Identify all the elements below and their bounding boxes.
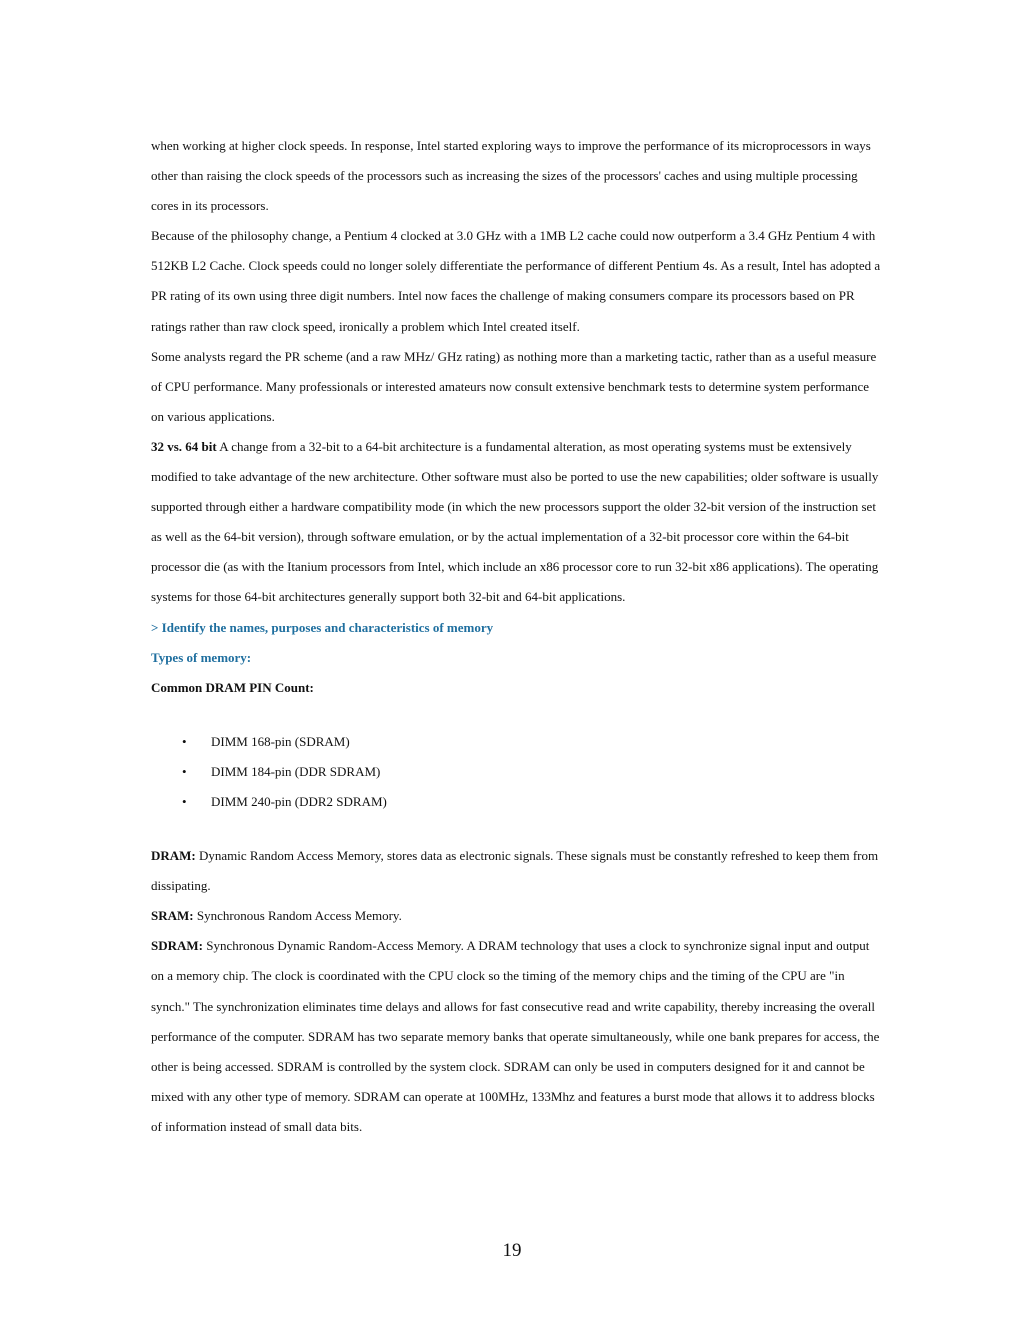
term-sdram: SDRAM: [151, 938, 203, 954]
bullet-icon: • [182, 763, 187, 779]
term-dram: DRAM: [151, 848, 196, 864]
heading-identify-memory: > Identify the names, purposes and characteristics of memory [151, 619, 494, 635]
text-sdram: Synchronous Dynamic Random-Access Memory. A DRAM technology that uses a clock to synchronize signal input and output on a memory chip. The clock is coordinated with the CPU clock so the timing of the memory chips and the timing of the CPU are "in synch." The synchronization eliminates time delays and allows for fast consecutive read and write capability, thereby increasing the overall performance of the computer. SDRAM has two separate memory banks that operate simultaneously, while one bank prepares for access, the other is being accessed. SDRAM is controlled by the system clock. SDRAM can only be used in computers designed for it and cannot be mixed with any other type of memory. SDRAM can operate at 100MHz, 133Mhz and features a burst mode that allows it to address blocks of information instead of small data bits. [151, 938, 880, 1134]
paragraph-32-vs-64-bit [151, 432, 881, 613]
paragraph-clock-speed: when working at higher clock speeds. In response, Intel started exploring ways to improve the performance of its microprocessors in ways other than raising the clock speeds of the processors such as increasing the sizes of the processors' caches and using multiple processing cores in its processors. [151, 138, 871, 214]
definition-sram [151, 901, 881, 931]
list-item [151, 787, 881, 817]
definition-dram [151, 841, 881, 901]
list-item [151, 757, 881, 787]
text-sram: Synchronous Random Access Memory. [193, 908, 402, 924]
definition-sdram [151, 931, 881, 1142]
text-dram: Dynamic Random Access Memory, stores data as electronic signals. These signals must be constantly refreshed to keep them from dissipating. [151, 848, 879, 894]
term-sram: SRAM: [151, 908, 194, 924]
text-32-vs-64-bit: A change from a 32-bit to a 64-bit architecture is a fundamental alteration, as most operating systems must be extensively modified to take advantage of the new architecture. Other software must also be ported to use the new capabilities; older software is usually supported through either a hardware compatibility mode (in which the new processors support the older 32-bit version of the instruction set as well as the 64-bit version), through software emulation, or by the actual implementation of a 32-bit processor core within the 64-bit processor die (as with the Itanium processors from Intel, which include an x86 processor core to run 32-bit x86 applications). The operating systems for those 64-bit architectures generally support both 32-bit and 64-bit applications. [151, 438, 879, 605]
list-item-text: DIMM 240-pin (DDR2 SDRAM) [211, 793, 387, 809]
heading-dram-pin-count: Common DRAM PIN Count: [151, 679, 314, 695]
paragraph-pr-scheme: Some analysts regard the PR scheme (and a raw MHz/ GHz rating) as nothing more than a marketing tactic, rather than as a useful measure of CPU performance. Many professionals or interested amateurs now consult extensive benchmark tests to determine system performance on various applications. [151, 348, 877, 424]
bullet-icon: • [182, 733, 187, 749]
heading-types-of-memory: Types of memory: [151, 649, 252, 665]
list-item [151, 727, 881, 757]
page-number: 19 [502, 1240, 522, 1261]
bullet-icon: • [182, 793, 187, 809]
paragraph-philosophy-change: Because of the philosophy change, a Pentium 4 clocked at 3.0 GHz with a 1MB L2 cache could now outperform a 3.4 GHz Pentium 4 with 512KB L2 Cache. Clock speeds could no longer solely differentiate the performance of different Pentium 4s. As a result, Intel has adopted a PR rating of its own using three digit numbers. Intel now faces the challenge of making consumers compare its processors based on PR ratings rather than raw clock speed, ironically a problem which Intel created itself. [151, 228, 881, 334]
term-32-vs-64-bit: 32 vs. 64 bit [151, 438, 217, 454]
pin-count-list [151, 727, 881, 817]
list-item-text: DIMM 168-pin (SDRAM) [211, 733, 350, 749]
document-page [151, 131, 881, 1142]
list-item-text: DIMM 184-pin (DDR SDRAM) [211, 763, 381, 779]
